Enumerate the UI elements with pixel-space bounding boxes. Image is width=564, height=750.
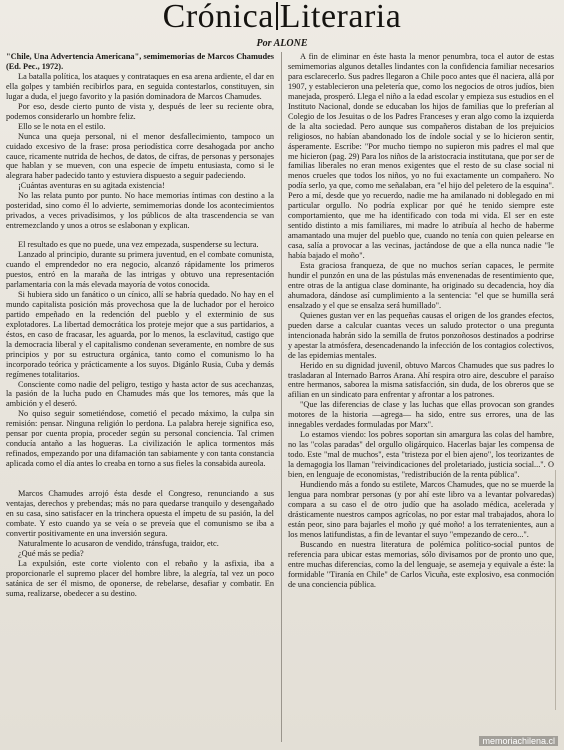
page-title: [0, 0, 564, 34]
paragraph: Esta graciosa franqueza, de que no muchos serían capaces, le permite hundir el punzón en una de las pústulas más envenenadas de resentimiento que, entre otras de la antigua clase dominante, ha originado su decadencia, hoy día ahumadora, dándose así cumplimiento a la sentencia: "el que se humilla será ensalzado y el que se ensalza será humillado".: [288, 261, 554, 310]
title-part-1: Crónica: [162, 0, 274, 35]
watermark: memoriachilena.cl: [479, 736, 558, 746]
paragraph: Nunca una queja personal, ni el menor desfallecimiento, tampoco un cuidado excesivo de la frase: prosa periodística corre desahogada por ancho cauce, ricamente nutrida de hechos, de datos, de cifras, de personas y personajes que hablan y se mueven, con una especie de ímpetu entusiasta, como si le alegrara haber padecido tanto y estuviera dispuesto a seguir padeciendo.: [6, 131, 274, 181]
paragraph: El resultado es que no puede, una vez empezada, suspenderse su lectura.: [18, 240, 259, 250]
title-separator: [276, 2, 278, 30]
paragraph: Ello se le nota en el estilo.: [18, 121, 106, 131]
paragraph: Consciente como nadie del peligro, testigo y hasta actor de sus acechanzas, la pasión de la lucha pudo en Chamudes más que los temores, más que la ambición y el deseró.: [6, 379, 274, 409]
paragraph: Herido en su dignidad juvenil, obtuvo Marcos Chamudes que sus padres lo trasladaran al Internado Barros Arana. Ahí respira otro aire, descubre el paraíso entre hermanos, saborea la misma satisfacción, sin duda, de los obreros que se afilian en un sindicato para enfrentar y afrontar a los patrones.: [288, 360, 554, 400]
margin-line: [555, 470, 562, 710]
paragraph: Hundiendo más a fondo su estilete, Marcos Chamudes, que no se muerde la lengua para nombrar personas (y por ahí este libro va a levantar polvaredas) compara a su caso el de otro judío que ha asolado médica, acelerada y drásticamente nuestros campos agrícolas, no por estar mal trabajados, ahora lo están peor, sino para bajarles el moño ¡y qué moño! a los terratenientes, aun a los menos latifundistas, a fin de levantar el suyo "empezando de cero...".: [288, 479, 554, 539]
paragraph: ¿Qué más se pedía?: [18, 548, 84, 558]
title-part-2: Literaria: [279, 0, 402, 35]
paragraph: ¡Cuántas aventuras en su agitada existencia!: [18, 181, 165, 191]
left-column: [6, 52, 274, 744]
paragraph: No las relata punto por punto. No hace memorias íntimas con destino a la posteridad, sino como él lo advierte, semimemorias donde los acontecimientos privados, a veces privadísimos, y los públicos de alta trascendencia se van entremezclando y unos a otros se eslabonan y explican.: [6, 191, 274, 231]
paragraph: Lo estamos viendo: los pobres soportan sin amargura las colas del hambre, no las "colas paradas" del orgullo oligárquico. Hacerlas bajar les compensa de todo. Este "mal de muchos", esta "tristeza por el bien ajeno", los teorizantes de la demagogia los llaman "reivindicaciones del proletariado, justicia social...". O bien, en lenguaje de economistas, "redistribución de la renta pública".: [288, 430, 554, 480]
paragraph: No quiso seguir sometiéndose, cometió el pecado máximo, la culpa sin remisión: pensar. Ninguna religión lo perdona. La palabra hereje significa eso, pensar por cuenta propia, proceder según su personal conciencia. Tal crimen conducía antaño a las hogueras. La civilización le aplica tormentos más refinados, empezando por una difamación tan sabiamente y con tanta constancia aplicada como el día antes lo creaba en torno a sus fieles la consabida aureola.: [6, 409, 274, 469]
paragraph: A fin de eliminar en éste hasta la menor penumbra, toca el autor de estas semimemorias algunos detalles lindantes con la confidencia familiar necesarios para esclarecerlo. Sus padres llegaron a Chile poco antes que él naciera, allá por 1907, y establecieron una peletería que, como los negocios de otros judíos, bien manejada, prosperó. Llega el niño a la edad escolar y empieza sus estudios en el Instituto Nacional, donde se educaban los hijos de familias que lo preferían al Colegio de los Jesuitas o de los Padres Franceses y eran algo como la izquierda de la alta sociedad. Pero aunque sus compañeros distaban de los prejuicios religiosos, no habían abandonado los de índole social y se lo hicieron sentir, ásperamente. Escribe: "Por mucho tiempo no supieron mis padres el mal que me hicieron (pag. 29) Para los niños de la aristocracia institutana, que por ser de familias liberales no eran menos exigentes que el resto de su clase social ni menos crueles que todos los niños, yo no fui exactamente un compañero. No podía serlo, ya que, como me señalaban, era "el hijo del peletero de la esquina". Pero a mí, desde que yo recuerdo, nadie me ha amilanado ni doblegado en mi particular orgullo. No podría explicar por qué he tenido siempre este comportamiento, que me ha identificado con toda mi vida. El ser en este sentido distinto a mis familiares, mi madre lo atribuía al hecho de haberme amamantado una mujer del pueblo que, cuando no tenía con quien pelearse en casa, salía a provocar a las vecinas, jactándose de que a ella nunca nadie "le había bajado el moño".: [288, 52, 554, 261]
paragraph: La batalla política, los ataques y contrataques en esa arena ardiente, el dar en ella golpes y también recibirlos para, en seguida contestarlos, constituyen, sin lugar a duda, el juego favorito y la pasión dominadora de Marcos Chamudes.: [6, 71, 274, 101]
paragraph: Por eso, desde cierto punto de vista y, después de leer su reciente obra, podemos considerarlo un hombre feliz.: [6, 101, 274, 121]
paragraph: Quienes gustan ver en las pequeñas causas el origen de los grandes efectos, pueden darse a calcular cuantas veces un saludo protector o una pregunta intencionada habrán sido la semilla de frutos ponzoñosos destinados a podrirse y apestar la atmósfera, desencadenando la infección de los contagios colectivos, de las epidemias mentales.: [288, 310, 554, 360]
paragraph: Lanzado al principio, durante su primera juventud, en el combate comunista, cuando el emprendedor no era negocio, alcanzó rápidamente los primeros puestos, entró en la maraña de las intrigas y obtuvo una representación parlamentaria con la más elevada mayoría de votos conocida.: [6, 250, 274, 289]
paragraph: Si hubiera sido un fanático o un cínico, allí se habría quedado. No hay en el mundo capitalista posición más provechosa que la de luchador por el heroico partido empeñado en la redención del pueblo y el exterminio de sus explotadores. La libertad democrática los proteje mejor que a sus partidarios, a éstos, en caso de fracasar, les aguarda, por lo menos, la esclavitud, castigo que la democracia liberal y el capitalismo condenan severamente, en nombre de sus principios y por su estructura orgánica, tanto como el comunismo lo ha incorporado teórica y prácticamente a los suyos. Digánlo Rusia, Cuba y demás regímenes totalitarios.: [6, 289, 274, 379]
book-reference: "Chile, Una Advertencia Americana", semimemorias de Marcos Chamudes (Ed. Pec., 1972).: [6, 52, 274, 71]
paragraph: Buscando en nuestra literatura de polémica político-social puntos de referencia para ubicar estas memorias, sólo divisamos por de pronto uno que, entre muchas diferencias, como la del lenguaje, se asemeja y equivale a éste: la formidable "Tiranía en Chile" de Carlos Vicuña, este explosivo, esa conmoción de una conciencia pública.: [288, 539, 554, 589]
paragraph: Naturalmente lo acusaron de vendido, tránsfuga, traidor, etc.: [18, 538, 219, 548]
paragraph: Marcos Chamudes arrojó ésta desde el Congreso, renunciando a sus ventajas, derechos y prebendas; más no para quedarse tranquilo y desengañado en su casa, sino satisfacer en la trinchera opuesta el ímpetu de su pasión, la del combate. Y esto cuando ya se veía o se preveía que el comunismo se iba a convertir positivamente en una inversión segura.: [6, 489, 274, 538]
right-column: [288, 52, 554, 744]
column-divider: [281, 52, 282, 742]
byline: Por ALONE: [256, 38, 308, 49]
paragraph: "Que las diferencias de clase y las luchas que ellas provocan son grandes motores de la historia —agrega— ha sido, entre sus errores, una de las innegables verdades formuladas por Marx".: [288, 400, 554, 430]
paragraph: La expulsión, este corte violento con el rebaño y la asfixia, iba a proporcionarle el supremo placer del hombre libre, la alegría, tal vez un poco satánica de ser él mismo, de oponerse, de rebelarse, desafiar y combatir. En suma, realizarse, obedecer a su destino.: [6, 558, 274, 598]
